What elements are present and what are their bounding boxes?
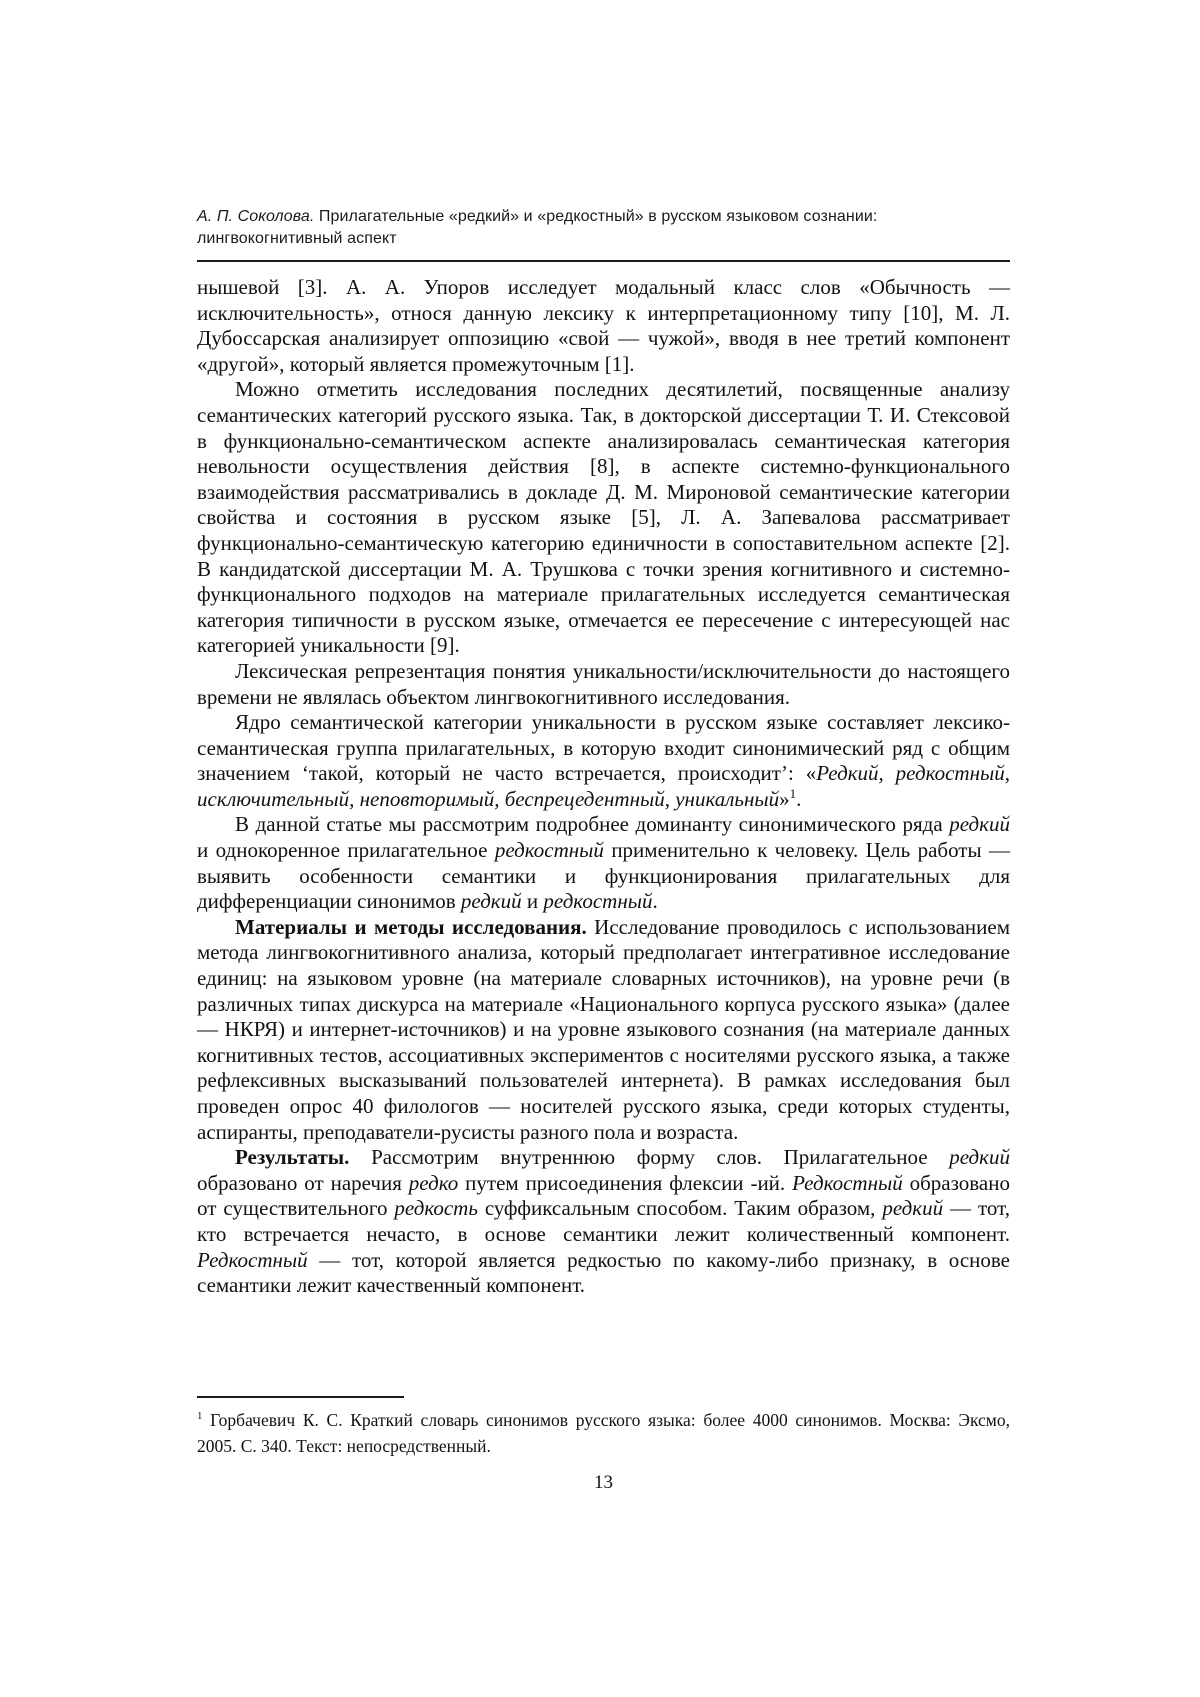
text-segment: путем присоединения флексии -ий. [458, 1170, 793, 1195]
text-segment: Горбачевич К. С. Краткий словарь синонимов русского языка: более 4000 синонимов. Москва: Эксмо, 2005. С. 340. Текст: непосредственный. [197, 1410, 1010, 1456]
text-segment: редкий [460, 889, 522, 914]
page-number: 13 [594, 1472, 613, 1493]
text-segment: редкий [882, 1196, 944, 1221]
text-segment: нышевой [3]. А. А. Упоров исследует модальный класс слов «Обычность — исключительность», относя данную лексику к интерпретационному типу [10], М. Л. Дубоссарская анализирует оппозицию «свой — чужой», вводя в нее третий компонент «другой», который является промежуточным [1]. [197, 275, 1010, 376]
superscript-marker: 1 [197, 1410, 203, 1423]
text-segment: Редкостный [792, 1170, 903, 1195]
text-segment: редко [408, 1170, 459, 1195]
text-segment: . [796, 786, 802, 811]
text-segment: Лексическая репрезентация понятия уникальности/исключительности до настоящего времени не являлась объектом лингвокогнитивного исследования. [197, 658, 1010, 709]
content-column [197, 206, 1010, 1299]
text-segment: Редкостный [197, 1247, 308, 1272]
running-head-author: А. П. Соколова. [197, 208, 315, 225]
footnote [197, 1407, 1010, 1459]
running-head [197, 206, 1010, 250]
page-header [197, 206, 1010, 262]
text-segment: образовано от наречия [197, 1170, 409, 1195]
footnote-separator-rule [197, 1396, 404, 1398]
paragraph [197, 659, 1010, 710]
text-segment: Можно отметить исследования последних десятилетий, посвященные анализу семантических категорий русского языка. Так, в докторской диссертации Т. И. Стексовой в функционально-семантическом аспекте анализировалась семантическая категория невольности осуществления действия [8], в аспекте системно-функционального взаимодействия рассматривались в докладе Д. М. Мироновой семантические категории свойства и состояния в русском языке [5], Л. А. Запевалова рассматривает функционально-семантическую категорию единичности в сопоставительном аспекте [2]. В кандидатской диссертации М. А. Трушкова с точки зрения когнитивного и системно-функционального подходов на материале прилагательных исследуется семантическая категория типичности в русском языке, отмечается ее пересечение с интересующей нас категорией уникальности [9]. [197, 377, 1010, 658]
running-head-title: Прилагательные «редкий» и «редкостный» в русском языковом сознании: лингвокогнитивный аспект [197, 208, 878, 247]
paragraph-results [197, 1145, 1010, 1299]
text-segment: В данной статье мы рассмотрим подробнее доминанту синонимического ряда [235, 812, 950, 837]
paragraph-materials-methods [197, 915, 1010, 1145]
text-segment: применительно к человеку. Цель работы — выявить особенности семантики и функционирования прилагательных для дифференциации синонимов [197, 838, 1010, 914]
text-segment: Материалы и методы исследования. [235, 914, 587, 939]
text-segment: » [779, 786, 790, 811]
text-segment: Редкий, редкостный, исключительный, неповторимый, беспрецедентный, уникальный [197, 761, 1010, 811]
paragraph [197, 710, 1010, 812]
text-segment: редкий [949, 812, 1010, 837]
text-segment: Результаты. [235, 1145, 350, 1170]
text-segment: редкость [394, 1196, 478, 1221]
text-segment: Исследование проводилось с использованием метода лингвокогнитивного анализа, который предполагает интегративное исследование единиц: на языковом уровне (на материале словарных источников), на уровне речи (в различных типах дискурса на материале «Национального корпуса русского языка» (далее — НКРЯ) и интернет-источников) и на уровне языкового сознания (на материале данных когнитивных тестов, ассоциативных экспериментов с носителями русского языка, а также рефлексивных высказываний пользователей интернета). В рамках исследования был проведен опрос 40 филологов — носителей русского языка, среди которых студенты, аспиранты, преподаватели-русисты разного пола и возраста. [197, 914, 1010, 1144]
text-segment: . [652, 889, 658, 914]
text-segment: — тот, кто встречается нечасто, в основе семантики лежит количественный компонент. [197, 1196, 1010, 1246]
header-rule [197, 260, 1010, 262]
text-segment: — тот, которой является редкостью по какому-либо признаку, в основе семантики лежит качественный компонент. [197, 1247, 1010, 1298]
superscript-marker: 1 [789, 785, 797, 801]
text-segment: редкостный [543, 889, 653, 914]
paragraph [197, 377, 1010, 659]
paragraph-continuation [197, 275, 1010, 377]
page-footer [197, 1396, 1010, 1494]
text-segment: редкий [949, 1145, 1010, 1170]
text-segment: Рассмотрим внутреннюю форму слов. Прилагательное [349, 1145, 950, 1170]
article-body [197, 275, 1010, 1299]
text-segment: и однокоренное прилагательное [197, 838, 495, 863]
text-segment: Ядро семантической категории уникальности в русском языке составляет лексико-семантическая группа прилагательных, в которую входит синонимический ряд с общим значением ‘такой, который не часто встречается, происходит’: « [197, 710, 1010, 786]
text-segment: редкостный [494, 838, 604, 863]
text-segment: образовано от существительного [197, 1170, 1010, 1221]
paragraph [197, 812, 1010, 914]
text-segment: и [521, 889, 544, 914]
text-segment: суффиксальным способом. Таким образом, [477, 1196, 883, 1221]
